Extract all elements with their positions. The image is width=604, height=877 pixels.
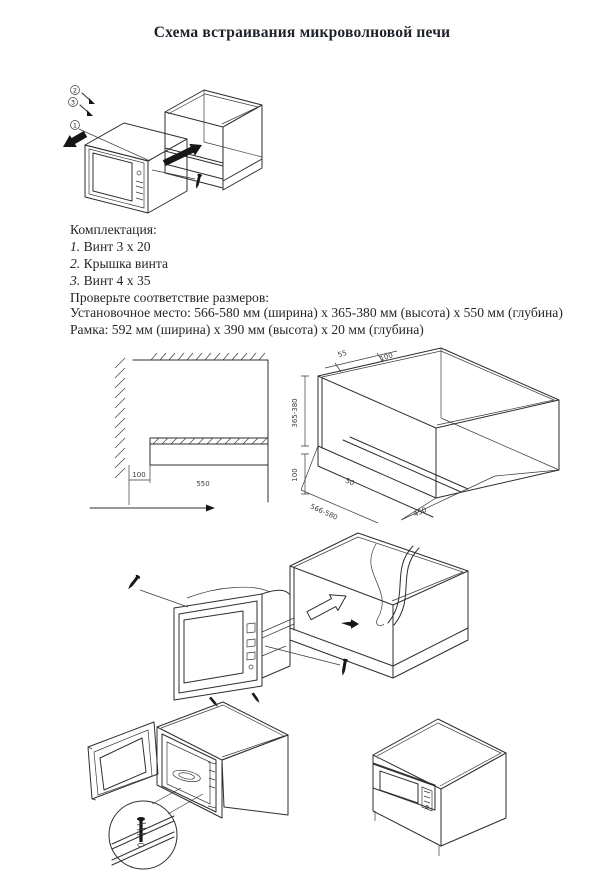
kit-item [70, 272, 269, 289]
dim-100-label: 100 [132, 471, 146, 479]
dim-height-label: 365-380 [291, 398, 299, 428]
open-door-diagram [82, 692, 317, 872]
callout-1-label: 1 [72, 121, 78, 130]
dim-width-label: 566-580 [308, 502, 339, 522]
cabinet-drawing [290, 533, 468, 678]
callout-1 [71, 121, 80, 130]
install-space-text: Установочное место: 566-580 мм (ширина) х 365-380 мм (высота) х 550 мм (глубина) [70, 305, 563, 320]
cabinet-drawing [373, 719, 506, 856]
direction-arrow-icon [163, 144, 202, 166]
final-view-diagram [358, 698, 583, 860]
insert-arrow-icon [63, 131, 87, 147]
screw-icon [80, 105, 93, 116]
dim-100-left-label: 100 [291, 468, 299, 482]
microwave-frame-drawing [174, 587, 294, 700]
kit-item [70, 255, 269, 272]
cabinet-drawing [165, 90, 262, 190]
screw-icon [340, 658, 348, 676]
control-panel-marks [136, 171, 143, 200]
control-panel-marks [247, 623, 255, 669]
check-note: Проверьте соответствие размеров: [70, 290, 270, 305]
screw-detail-callout [109, 801, 177, 869]
kit-item-number: 2. [70, 256, 81, 271]
frame-dimensions-text: Рамка: 592 мм (ширина) х 390 мм (высота) х 20 мм (глубина) [70, 322, 424, 337]
kit-item-label: Винт 3 х 20 [80, 239, 151, 254]
page-title: Схема встраивания микроволновой печи [153, 24, 451, 41]
insertion-diagram [108, 528, 473, 713]
callout-3 [69, 98, 78, 107]
dim-550-label: 550 [196, 480, 210, 488]
kit-item [70, 238, 269, 255]
screw-icon [194, 173, 202, 189]
callout-2 [71, 86, 80, 95]
niche-box [318, 348, 559, 517]
dim-450-label: 450 [412, 505, 428, 519]
dimension-lines [301, 348, 559, 523]
microwave-open-drawing [162, 734, 216, 812]
direction-arrow-icon [307, 595, 346, 620]
depth-arrow-icon [206, 505, 215, 512]
kit-list [70, 221, 269, 306]
callout-2-label: 2 [72, 86, 78, 95]
niche-diagram [283, 338, 573, 528]
side-view-diagram [85, 352, 295, 514]
kit-item-label: Винт 4 х 35 [80, 273, 151, 288]
wall-hatch [115, 358, 125, 478]
small-arrow-icon [341, 619, 359, 629]
screw-icon [82, 93, 95, 104]
screw-icon [126, 574, 141, 591]
power-cable [371, 544, 384, 626]
microwave-drawing [85, 123, 187, 213]
kit-item-number: 1. [70, 239, 81, 254]
dim-55-label: 55 [336, 348, 348, 360]
kit-item-label: Крышка винта [80, 256, 169, 271]
kit-heading: Комплектация: [70, 222, 157, 237]
dim-50-label: 50 [344, 476, 356, 488]
cabinet-drawing [157, 702, 288, 818]
dimensions-block [70, 304, 563, 338]
callout-3-label: 3 [70, 98, 76, 107]
dim-100-top-label: 100 [378, 351, 394, 363]
kit-item-number: 3. [70, 273, 81, 288]
door-open-drawing [88, 722, 158, 800]
assembly-diagram [55, 58, 345, 223]
